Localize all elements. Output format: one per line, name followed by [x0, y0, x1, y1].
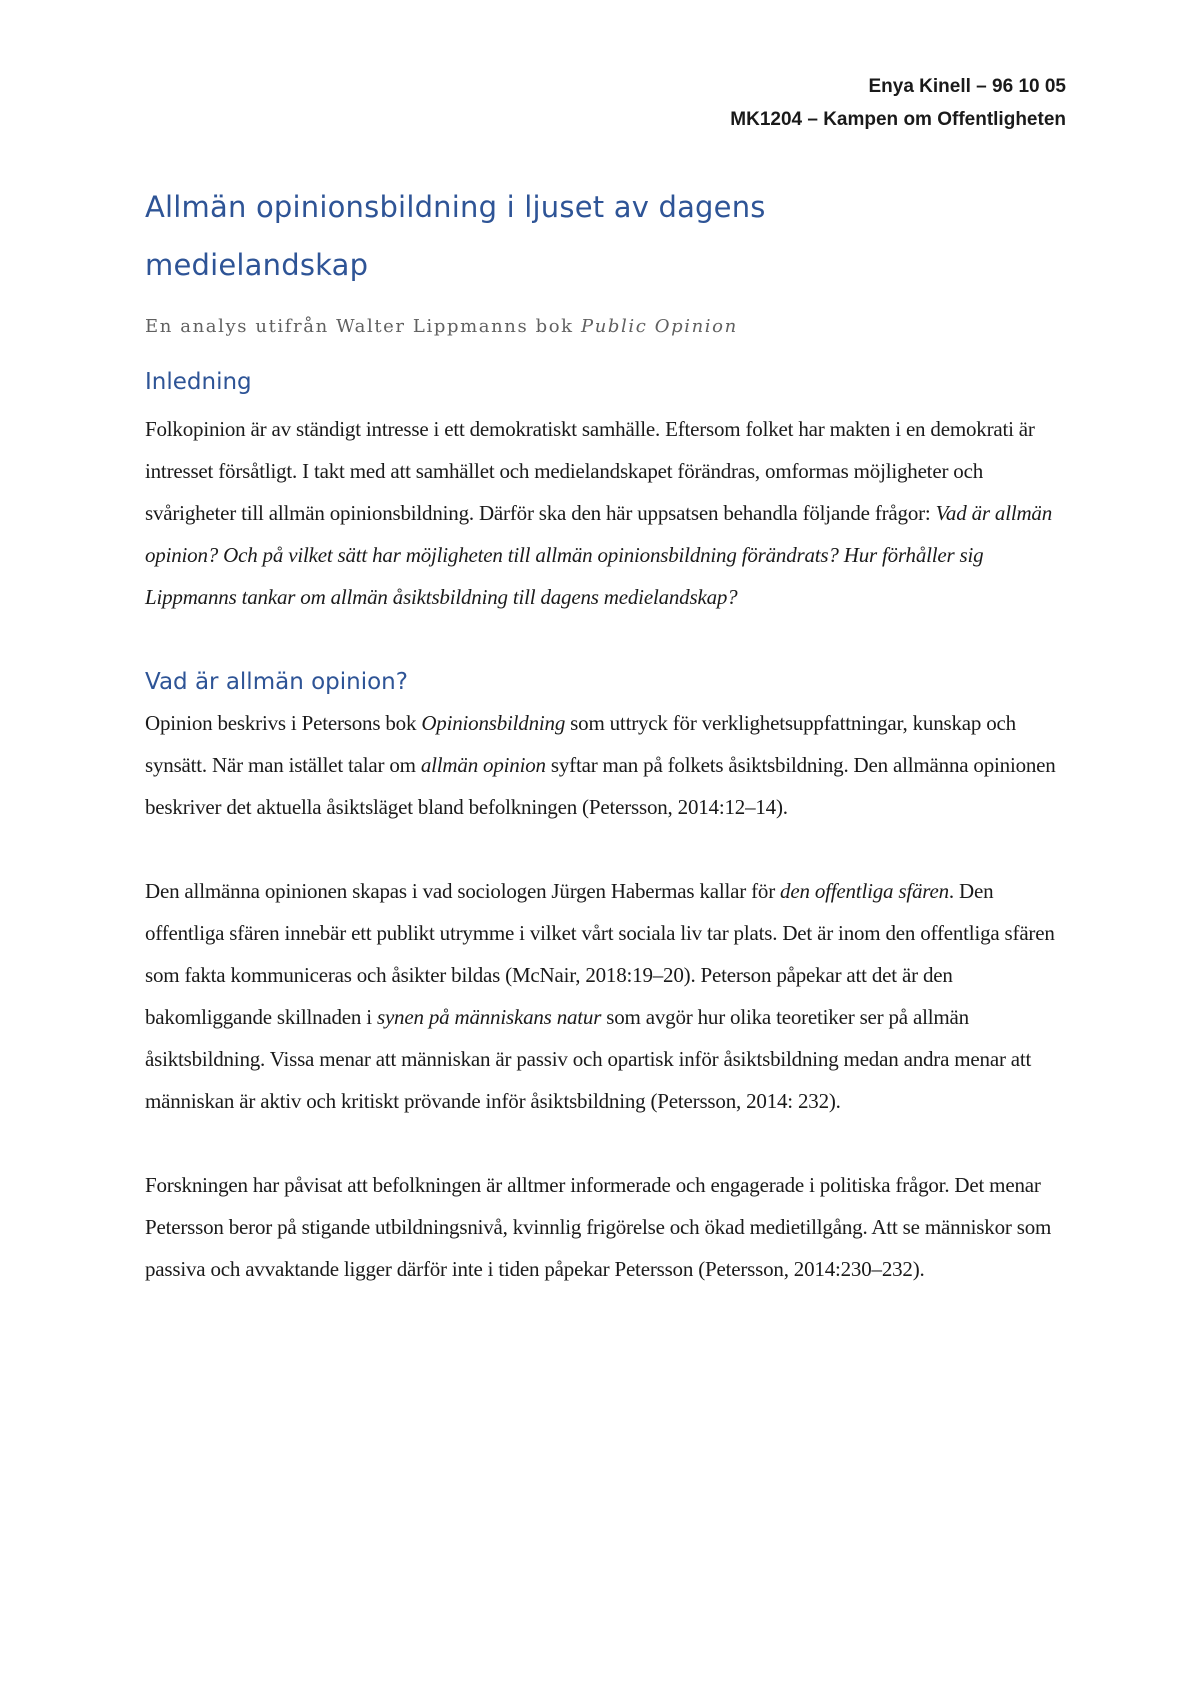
opinion-paragraph-2: [145, 870, 1070, 1122]
document-subtitle: [145, 314, 1070, 340]
heading-vad-ar-allman-opinion: Vad är allmän opinion?: [145, 669, 408, 695]
author-line: Enya Kinell – 96 10 05: [868, 76, 1066, 97]
opinion-paragraph-1: [145, 702, 1070, 828]
intro-paragraph: [145, 408, 1070, 618]
p2-text-a: Den allmänna opinionen skapas i vad sociologen Jürgen Habermas kallar för: [145, 879, 781, 903]
document-title: [145, 178, 1070, 294]
p1-book-title: Opinionsbildning: [421, 711, 566, 735]
title-line-2: medielandskap: [145, 248, 369, 282]
intro-questions: Vad är allmän opinion? Och på vilket sätt har möjligheten till allmän opinionsbildning förändrats? Hur förhåller sig Lippmanns tankar om allmän åsiktsbildning till dagens medielandskap?: [145, 501, 1053, 609]
subtitle-text: En analys utifrån Walter Lippmanns bok: [145, 316, 582, 337]
title-line-1: Allmän opinionsbildning i ljuset av dagens: [145, 190, 766, 224]
course-line: MK1204 – Kampen om Offentligheten: [730, 109, 1066, 130]
document-body: [145, 178, 1070, 1290]
document-header: [730, 70, 1066, 136]
subtitle-book-title: Public Opinion: [581, 316, 738, 337]
p1-text-a: Opinion beskrivs i Petersons bok: [145, 711, 422, 735]
p2-text-c: . Den offentliga sfären innebär ett publikt utrymme i vilket vårt sociala liv tar plats. Det är inom den offentliga sfären som fakta kommuniceras och åsikter bildas (McNair, 2018:19–20). Peterson påpekar att det är den bakomliggande skillnaden i: [145, 879, 1055, 1029]
p1-text-e: syftar man på folkets åsiktsbildning. Den allmänna opinionen beskriver det aktuella åsiktsläget bland befolkningen (Petersson, 2014:12–14).: [145, 753, 1056, 819]
p2-term-sphere: den offentliga sfären: [780, 879, 949, 903]
p3-text: Forskningen har påvisat att befolkningen är alltmer informerade och engagerade i politiska frågor. Det menar Petersson beror på stigande utbildningsnivå, kvinnlig frigörelse och ökad medietillgång. Att se människor som passiva och avvaktande ligger därför inte i tiden påpekar Petersson (Petersson, 2014:230–232).: [145, 1173, 1052, 1281]
p1-term: allmän opinion: [420, 753, 546, 777]
intro-text: Folkopinion är av ständigt intresse i ett demokratiskt samhälle. Eftersom folket har makten i en demokrati är intresset försåtligt. I takt med att samhället och medielandskapet förändras, omformas möjligheter och svårigheter till allmän opinionsbildning. Därför ska den här uppsatsen behandla följande frågor:: [145, 417, 1035, 525]
heading-inledning: Inledning: [145, 369, 252, 395]
p2-term-nature: synen på människans natur: [376, 1005, 602, 1029]
p1-text-c: som uttryck för verklighetsuppfattningar, kunskap och synsätt. När man istället talar om: [145, 711, 1016, 777]
opinion-paragraph-3: [145, 1164, 1070, 1290]
p2-text-e: som avgör hur olika teoretiker ser på allmän åsiktsbildning. Vissa menar att människan är passiv och opartisk inför åsiktsbildning medan andra menar att människan är aktiv och kritiskt prövande inför åsiktsbildning (Petersson, 2014: 232).: [145, 1005, 1032, 1113]
